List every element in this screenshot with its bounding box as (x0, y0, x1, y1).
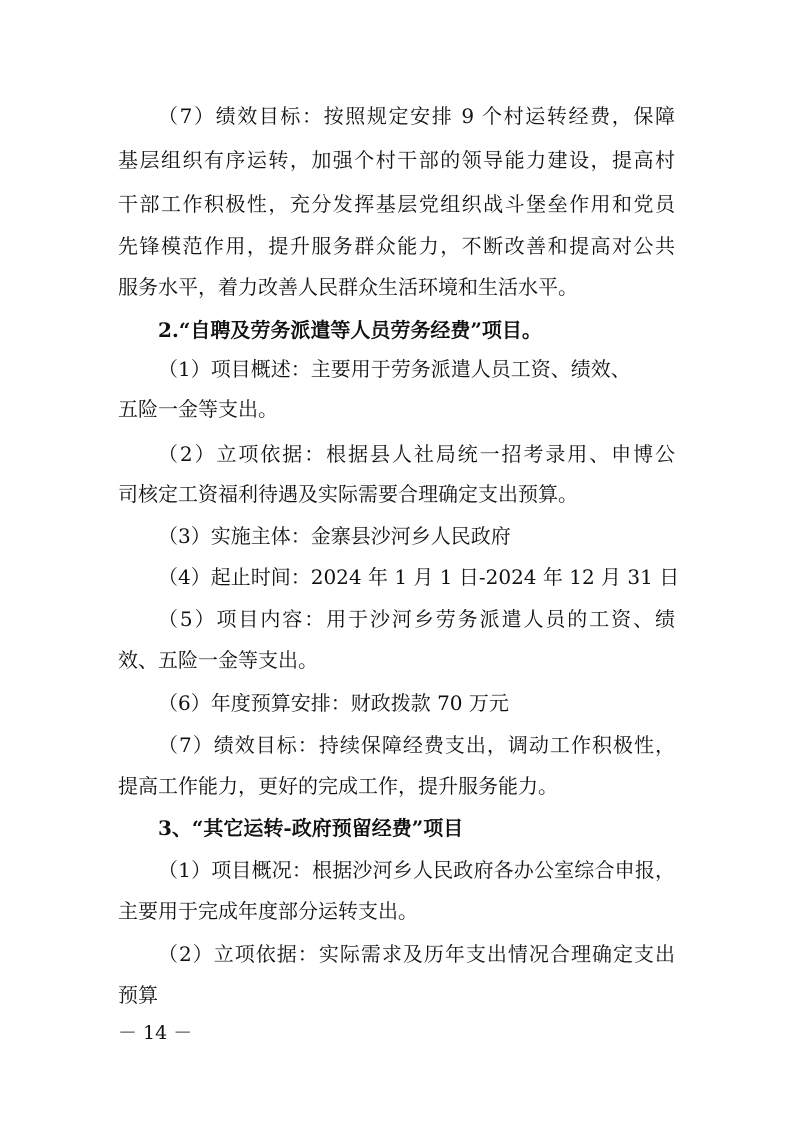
paragraph-text: （7）绩效目标：按照规定安排 9 个村运转经费，保障 (158, 104, 675, 128)
text-line (0, 437, 793, 471)
text-line (0, 937, 793, 971)
paragraph-text: （2）立项依据：根据县人社局统一招考录用、申博公 (158, 442, 675, 466)
section-heading: 2.“自聘及劳务派遣等人员劳务经费”项目。 (158, 318, 542, 342)
text-line (0, 643, 793, 677)
section-heading: 3、“其它运转-政府预留经费”项目 (158, 816, 464, 840)
paragraph-text: 基层组织有序运转，加强个村干部的领导能力建设，提高村 (118, 148, 675, 172)
text-line (0, 143, 793, 177)
page-number: － 14 － (118, 1022, 193, 1044)
text-line (0, 769, 793, 803)
text-line (0, 560, 793, 594)
paragraph-text: （1）项目概述：主要用于劳务派遣人员工资、绩效、 (158, 357, 631, 381)
text-line (0, 894, 793, 928)
text-line (0, 229, 793, 263)
paragraph-text: 五险一金等支出。 (118, 397, 278, 421)
paragraph-text: （4）起止时间：2024 年 1 月 1 日-2024 年 12 月 31 日 (158, 565, 680, 589)
paragraph-text: 干部工作积极性，充分发挥基层党组织战斗堡垒作用和党员 (118, 192, 675, 216)
text-line (0, 978, 793, 1012)
text-line (0, 187, 793, 221)
text-line (0, 519, 793, 553)
paragraph-text: （5）项目内容：用于沙河乡劳务派遣人员的工资、绩 (158, 607, 675, 631)
text-line (0, 853, 793, 887)
paragraph-text: 预算 (118, 983, 158, 1007)
paragraph-text: （1）项目概况：根据沙河乡人民政府各办公室综合申报， (158, 858, 675, 882)
text-line (0, 270, 793, 304)
paragraph-text: 司核定工资福利待遇及实际需要合理确定支出预算。 (118, 482, 578, 506)
paragraph-text: （6）年度预算安排：财政拨款 70 万元 (158, 691, 509, 715)
text-line (0, 477, 793, 511)
text-line (0, 728, 793, 762)
text-line (0, 392, 793, 426)
paragraph-text: （3）实施主体：金寨县沙河乡人民政府 (158, 524, 511, 548)
paragraph-text: 提高工作能力，更好的完成工作，提升服务能力。 (118, 774, 558, 798)
paragraph-text: 先锋模范作用，提升服务群众能力，不断改善和提高对公共 (118, 234, 675, 258)
paragraph-text: 服务水平，着力改善人民群众生活环境和生活水平。 (118, 275, 578, 299)
text-line (0, 811, 793, 845)
text-line (0, 352, 793, 386)
text-line (0, 686, 793, 720)
text-line (0, 602, 793, 636)
paragraph-text: （2）立项依据：实际需求及历年支出情况合理确定支出 (158, 942, 675, 966)
text-line (0, 99, 793, 133)
paragraph-text: 主要用于完成年度部分运转支出。 (118, 899, 418, 923)
paragraph-text: （7）绩效目标：持续保障经费支出，调动工作积极性， (158, 733, 675, 757)
text-line (0, 313, 793, 347)
paragraph-text: 效、五险一金等支出。 (118, 648, 318, 672)
